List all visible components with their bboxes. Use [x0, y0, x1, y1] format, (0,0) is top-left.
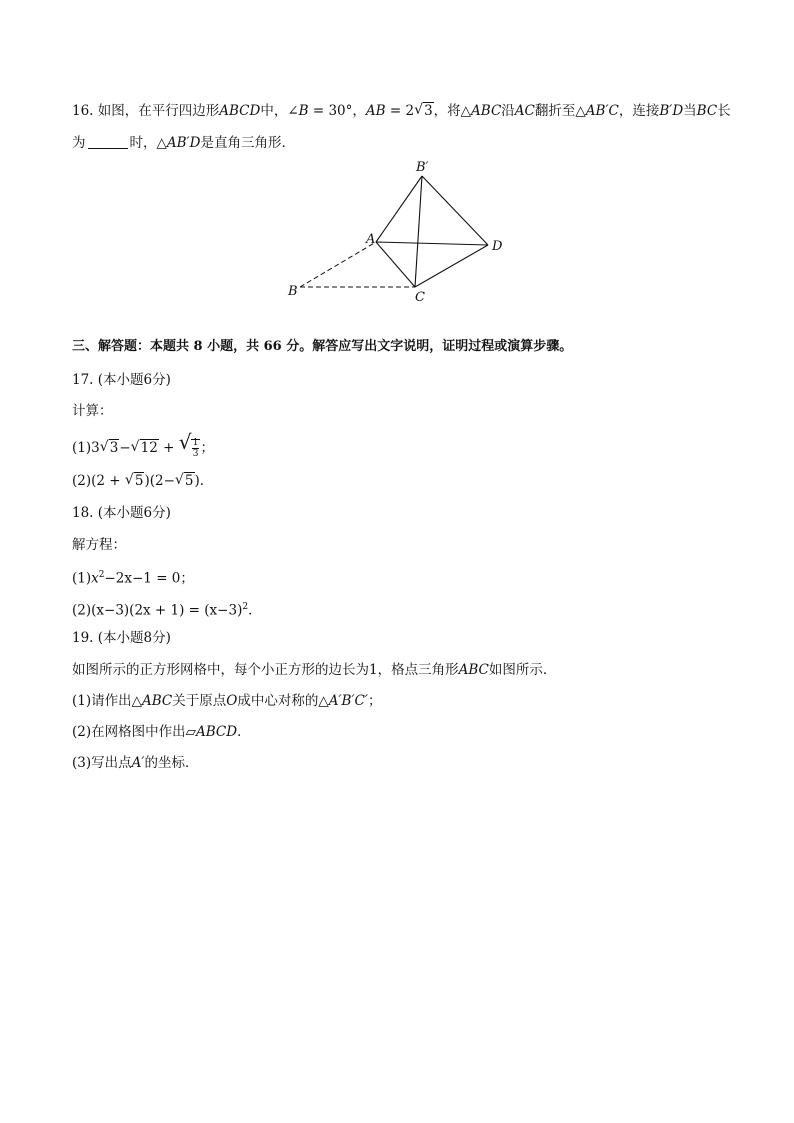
- answer-blank[interactable]: [88, 134, 128, 149]
- q16-ab: AB: [365, 103, 386, 119]
- q19-item3: [72, 753, 198, 773]
- q16-text: 是直角三角形．: [200, 135, 295, 151]
- q16-b: B: [298, 103, 309, 119]
- q16-text: 翻折至△: [534, 103, 586, 119]
- q17-text: +: [158, 440, 179, 456]
- q19-text: ．: [237, 724, 251, 740]
- q19-text: 关于原点: [172, 693, 227, 709]
- q19-text: 的坐标．: [144, 755, 199, 771]
- q18-exp: 2: [242, 602, 249, 612]
- q16-line1: [72, 101, 731, 121]
- segment-a-d: [376, 242, 488, 245]
- segment-b-a-dashed: [300, 242, 376, 287]
- q16-text: ，将△: [433, 103, 472, 119]
- q16-ac: AC: [514, 103, 535, 119]
- q16-text: 16. 如图，在平行四边形: [72, 103, 220, 119]
- parallelogram-figure: [280, 156, 520, 306]
- q19-abc: ABC: [458, 662, 489, 678]
- q17-text: ；: [200, 440, 214, 456]
- q17-text: −: [119, 440, 131, 456]
- q19-apbpcp: A′B′C′: [328, 693, 368, 709]
- q16-text: 时，△: [129, 135, 167, 151]
- q19-text: (3)写出点: [72, 755, 132, 771]
- q19-abcd: ABCD: [196, 724, 238, 740]
- section-3-header: 三、解答题：本题共 8 小题，共 66 分。解答应写出文字说明，证明过程或演算步骤。: [72, 339, 573, 354]
- q18-item2: [72, 597, 262, 621]
- q19-text: (1)请作出△: [72, 693, 143, 709]
- q16-sqrt: √ 3: [414, 102, 433, 119]
- q18-x: x: [91, 570, 99, 587]
- q19-item2: [72, 722, 251, 742]
- q17-item1: [72, 430, 214, 461]
- q16-bc: BC: [696, 103, 718, 119]
- q18-exp: 2: [98, 570, 105, 580]
- q16-text: 长: [717, 103, 731, 119]
- q17-title: 17. (本小题6分): [72, 372, 171, 388]
- q17-sqrt12: √ 12: [130, 439, 158, 456]
- q16-line2: [72, 133, 295, 153]
- q16-abpd: AB′D: [166, 135, 201, 151]
- q16-text: 中，∠: [260, 103, 299, 119]
- q17-text: )(2−: [144, 473, 175, 489]
- segment-c-d: [415, 245, 488, 287]
- q19-text: (2)在网格图中作出▱: [72, 724, 197, 740]
- segment-bprime-d: [422, 176, 488, 245]
- q19-text: 成中心对称的△: [237, 693, 329, 709]
- q18-text: (1): [72, 570, 92, 587]
- segment-bprime-c: [415, 176, 422, 287]
- q16-abc: ABC: [471, 103, 502, 119]
- label-b: B: [288, 284, 298, 299]
- q17-sqrt3: √ 3: [99, 439, 119, 456]
- q18-text: −2x−1 = 0；: [104, 570, 194, 587]
- q19-text: ；: [367, 693, 382, 709]
- q17-text: (1)3: [72, 440, 100, 456]
- q16-abcd: ABCD: [219, 103, 261, 119]
- label-d: D: [492, 239, 503, 254]
- q18-item1: [72, 565, 194, 589]
- q17-text: (2)(2 +: [72, 473, 125, 489]
- q17-item2: [72, 471, 213, 491]
- q17-instruction: 计算：: [72, 403, 113, 419]
- q16-text: = 30°，: [308, 103, 366, 119]
- segment-a-c: [376, 242, 415, 287]
- label-c: C: [415, 290, 425, 305]
- q16-text: ，连接: [618, 103, 660, 119]
- label-a: A: [366, 232, 376, 247]
- q19-description: [72, 660, 556, 680]
- q16-abpc: AB′C: [585, 103, 619, 119]
- q17-sqrt5a: √ 5: [124, 472, 144, 489]
- q19-text: 如图所示的正方形网格中，每个小正方形的边长为1，格点三角形: [72, 662, 459, 678]
- q16-text: 沿: [501, 103, 515, 119]
- q18-text: (2)(x−3)(2x + 1) = (x−3): [72, 602, 243, 619]
- q16-text: 为: [72, 135, 86, 151]
- q19-item1: [72, 691, 381, 711]
- q17-text: )．: [194, 473, 214, 489]
- q19-o: O: [226, 693, 238, 709]
- q16-bpd: B′D: [659, 103, 684, 119]
- q18-text: ．: [248, 602, 262, 619]
- q19-ap: A′: [131, 755, 145, 771]
- q17-sqrt-frac: √ $\frac{1}{3}$: [178, 430, 199, 459]
- q19-abc: ABC: [142, 693, 173, 709]
- q19-text: 如图所示．: [488, 662, 557, 678]
- q17-sqrt5b: √ 5: [174, 472, 194, 489]
- q16-text: = 2: [385, 103, 415, 119]
- segment-bprime-a: [376, 176, 422, 242]
- q18-title: 18. (本小题6分): [72, 505, 171, 521]
- q16-text: 当: [683, 103, 697, 119]
- label-bprime: B′: [416, 160, 429, 175]
- q19-title: 19. (本小题8分): [72, 630, 171, 646]
- q18-instruction: 解方程：: [72, 537, 126, 553]
